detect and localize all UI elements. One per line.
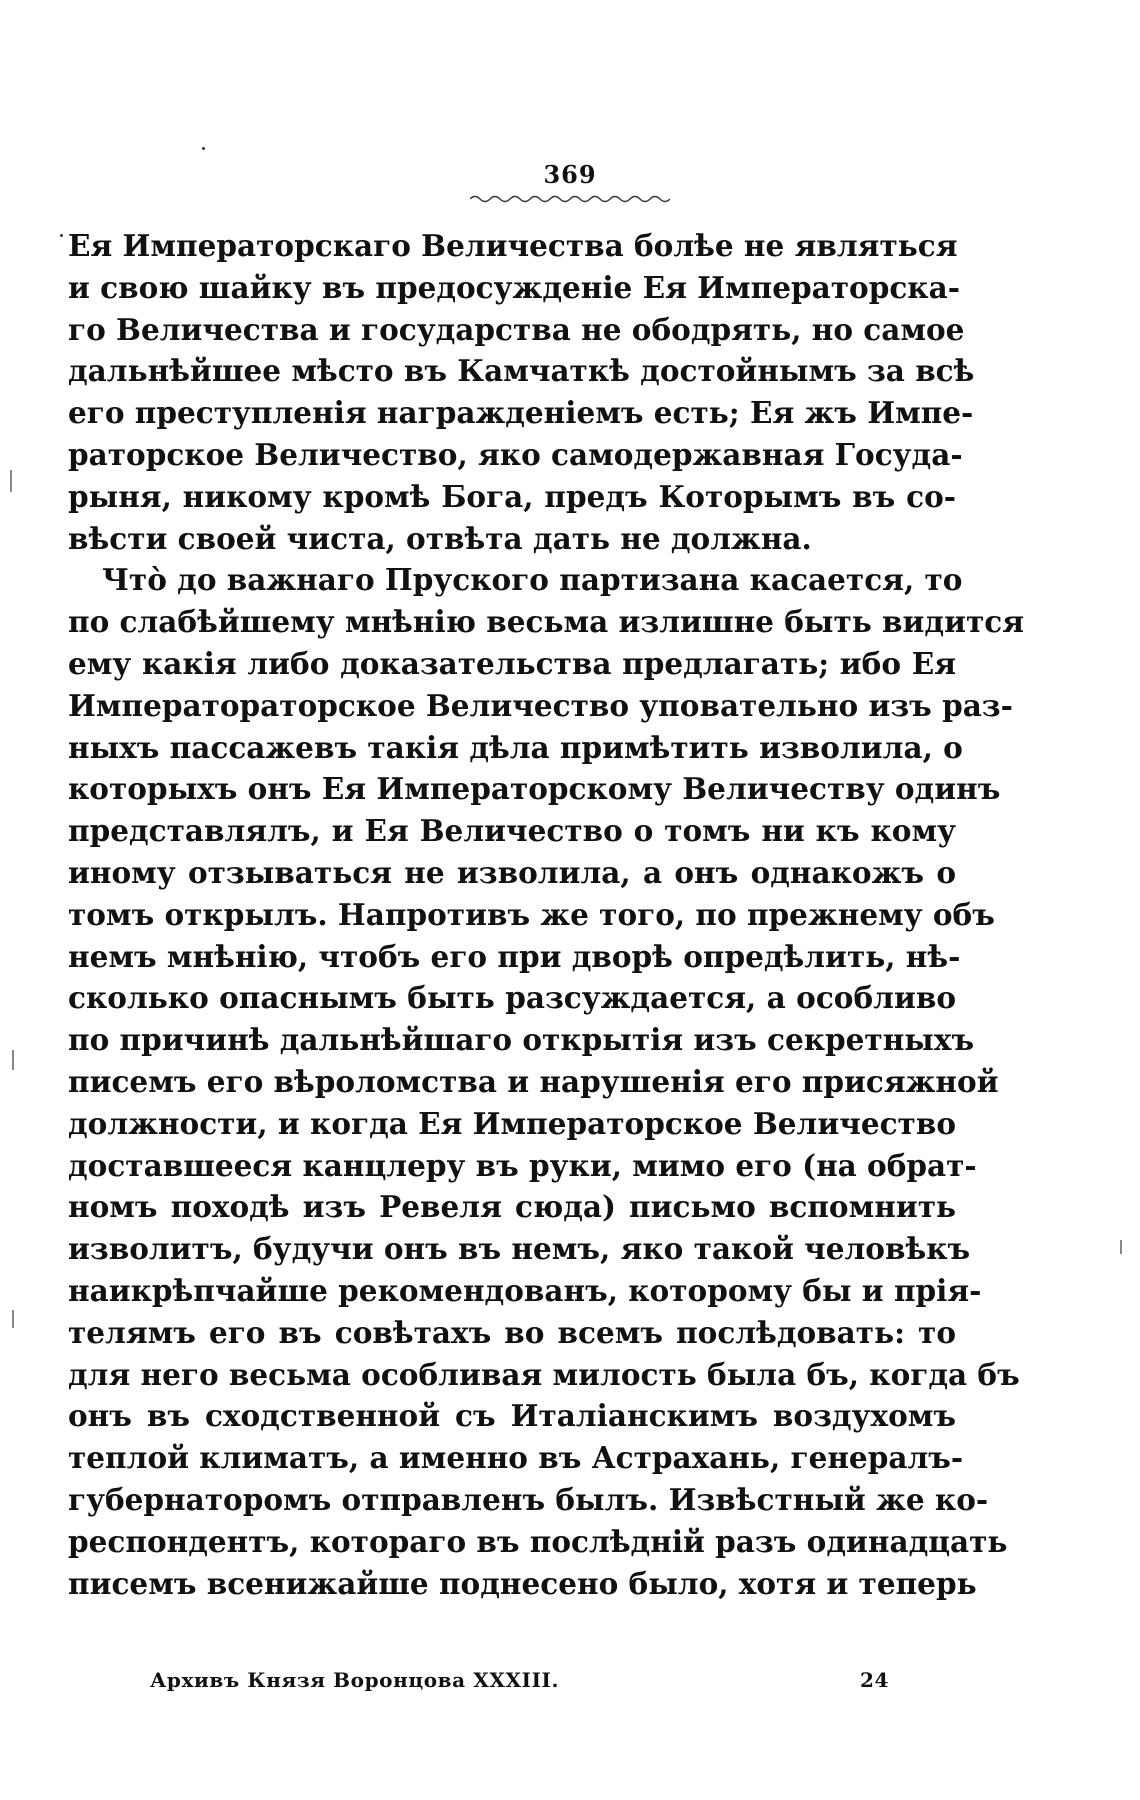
text-line: для него весьма особливая милость была бъ, когда бъ <box>68 1356 1020 1392</box>
text-line: Ея Императорскаго Величества болѣе не являться <box>68 228 958 263</box>
footer-title: Архивъ Князя Воронцова XXXIII. <box>150 1668 560 1692</box>
decorative-wavy-rule <box>470 194 670 204</box>
scan-margin-mark <box>10 470 12 492</box>
signature-mark: 24 <box>860 1668 890 1692</box>
text-line: должности, и когда Ея Императорское Величество <box>68 1105 956 1141</box>
text-line: раторское Величество, яко самодержавная Госуда- <box>68 436 963 472</box>
scan-speck <box>60 234 63 237</box>
text-line: изволитъ, будучи онъ въ немъ, яко такой человѣкъ <box>68 1231 971 1267</box>
text-line: Чтὸ до важнаго Пруского партизана касается, то <box>102 562 963 598</box>
text-line: томъ открылъ. Напротивъ же того, по прежнему объ <box>68 896 995 932</box>
text-line: доставшееся канцлеру въ руки, мимо его (на обрат- <box>68 1147 977 1183</box>
text-line: онъ въ сходственной съ Италіанскимъ воздухомъ <box>68 1398 956 1434</box>
text-line: го Величества и государства не ободрять, но самое <box>68 311 965 347</box>
text-line: его преступленія награжденіемъ есть; Ея жъ Импе- <box>68 395 974 431</box>
text-line: по слабѣйшему мнѣнію весьма излишне быть видится <box>68 604 1024 640</box>
scan-speck <box>202 147 205 150</box>
text-line: телямъ его въ совѣтахъ во всемъ послѣдовать: то <box>68 1314 956 1350</box>
text-line: вѣсти своей чиста, отвѣта дать не должна. <box>68 520 812 556</box>
text-line: ему какія либо доказательства предлагать; ибо Ея <box>68 645 956 681</box>
text-line: иному отзываться не изволила, а онъ однакожъ о <box>68 854 956 890</box>
text-line: которыхъ онъ Ея Императорскому Величеству одинъ <box>68 771 1001 807</box>
text-line: представлялъ, и Ея Величество о томъ ни къ кому <box>68 813 956 849</box>
scan-margin-mark <box>12 1310 14 1328</box>
text-line: номъ походѣ изъ Ревеля сюда) письмо вспомнить <box>68 1189 956 1225</box>
text-line: дальнѣйшее мѣсто въ Камчаткѣ достойнымъ за всѣ <box>68 353 975 389</box>
text-line: ныхъ пассажевъ такія дѣла примѣтить изволила, о <box>68 729 963 765</box>
text-line: теплой климатъ, а именно въ Астрахань, генералъ- <box>68 1440 964 1476</box>
text-line: Императораторское Величество уповательно изъ раз- <box>68 687 1013 723</box>
text-line: губернаторомъ отправленъ былъ. Извѣстный же ко- <box>68 1481 989 1517</box>
text-line: наикрѣпчайше рекомендованъ, которому бы и прія- <box>68 1272 982 1308</box>
text-line: писемъ всенижайше поднесено было, хотя и теперь <box>68 1565 977 1601</box>
text-line: рыня, никому кромѣ Бога, предъ Которымъ въ со- <box>68 478 956 514</box>
page-number: 369 <box>543 160 597 189</box>
text-line: и свою шайку въ предосужденіе Ея Императорска- <box>68 269 960 305</box>
text-line: писемъ его вѣроломства и нарушенія его присяжной <box>68 1063 999 1099</box>
body-text <box>68 225 1024 1604</box>
text-line: по причинѣ дальнѣйшаго открытія изъ секретныхъ <box>68 1022 975 1058</box>
scan-margin-mark <box>12 1050 14 1070</box>
scan-margin-mark <box>1120 1240 1122 1254</box>
text-line: сколько опаснымъ быть разсуждается, а особливо <box>68 980 956 1016</box>
text-line: немъ мнѣнію, чтобъ его при дворѣ опредѣлить, нѣ- <box>68 938 961 974</box>
paragraph-2 <box>68 559 1024 1604</box>
text-line: респондентъ, котораго въ послѣдній разъ одинадцать <box>68 1523 1008 1559</box>
paragraph-1 <box>68 225 975 559</box>
